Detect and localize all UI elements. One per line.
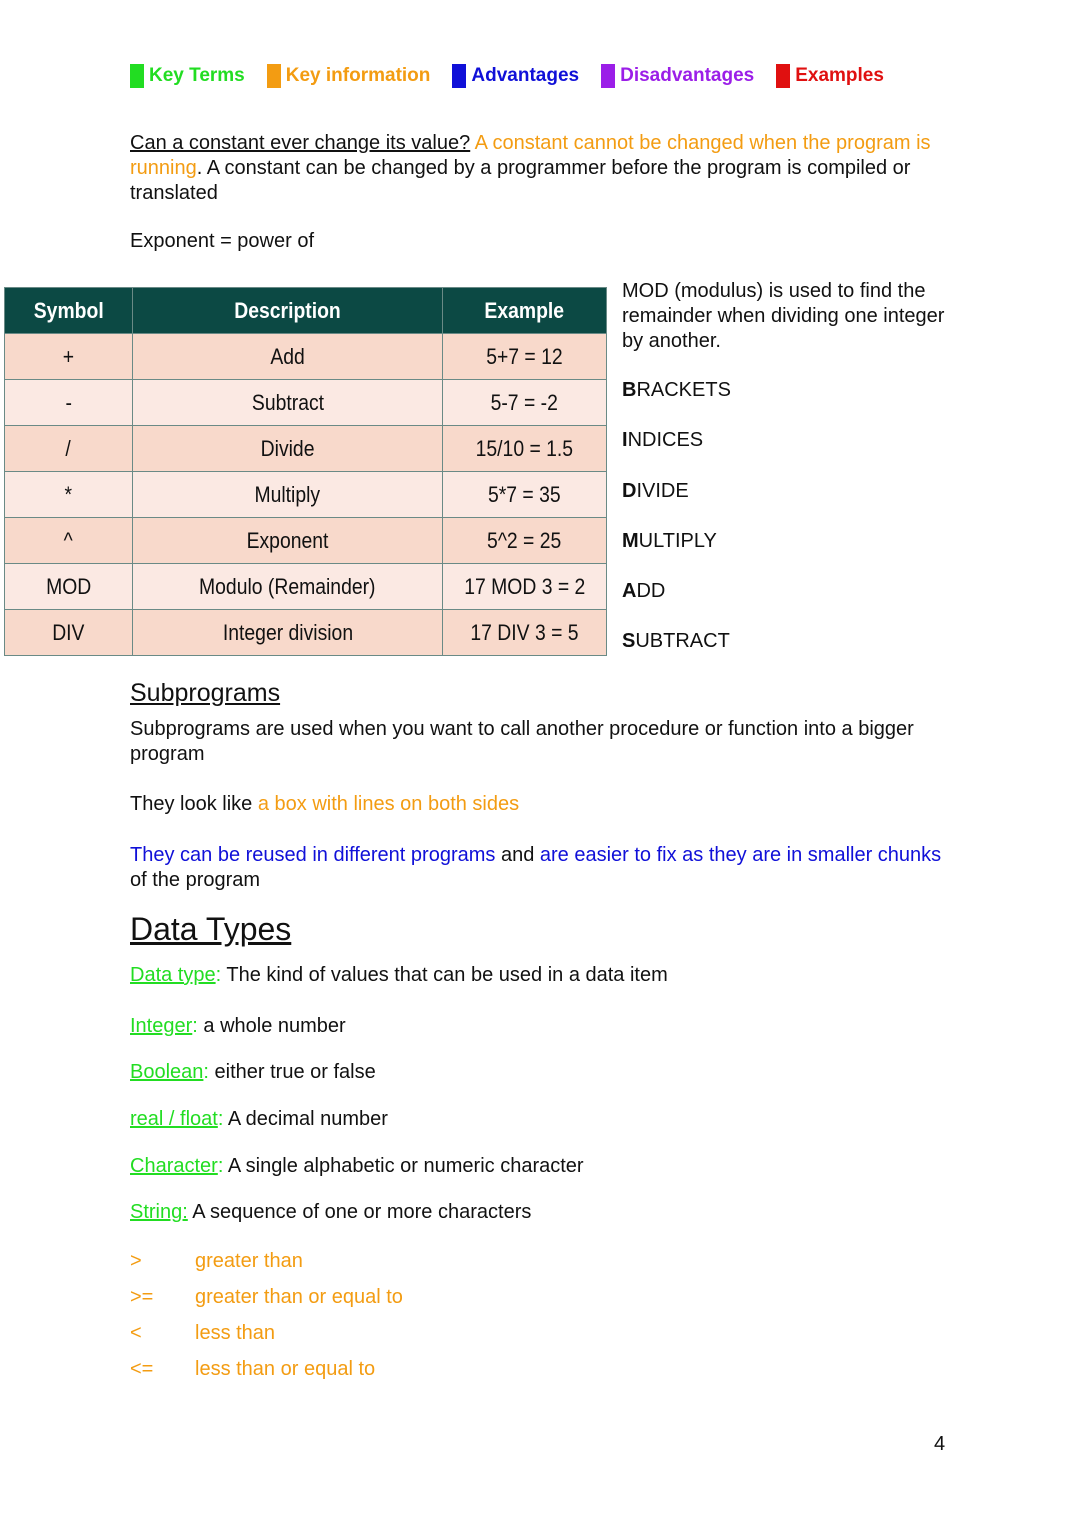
table-cell [5, 380, 133, 426]
data-type-item [130, 1200, 950, 1225]
table-cell [443, 380, 607, 426]
cell-text: Exponent [246, 527, 329, 553]
cell-text: Modulo (Remainder) [199, 573, 376, 599]
bidmas-rest: RACKETS [636, 379, 731, 401]
definition: A single alphabetic or numeric character [227, 1155, 584, 1177]
bidmas-list [622, 379, 731, 681]
header-description: Description [234, 297, 341, 323]
bidmas-letter: B [622, 379, 637, 401]
bidmas-item [622, 580, 731, 630]
advantage: They can be reused in different programs [130, 844, 496, 866]
operator-item [130, 1322, 403, 1358]
bidmas-item [622, 630, 731, 680]
text: and [495, 844, 540, 866]
data-type-item [130, 963, 950, 988]
legend-item [776, 64, 884, 88]
legend-label: Advantages [471, 65, 580, 86]
mod-note: MOD (modulus) is used to find the remainder when dividing one integer by another. [622, 280, 945, 352]
bidmas-letter: D [622, 479, 637, 502]
cell-text: 5^2 = 25 [487, 527, 562, 553]
bidmas-rest: ULTIPLY [638, 529, 717, 552]
bidmas-rest: IVIDE [636, 479, 689, 502]
operators-table [4, 287, 607, 656]
table-cell [5, 518, 133, 564]
bidmas-letter: A [622, 580, 637, 603]
cell-text: Integer division [222, 619, 353, 645]
definition: a whole number [203, 1015, 346, 1037]
legend-item [267, 64, 431, 88]
operator-symbol: < [130, 1322, 142, 1344]
operator-meaning: less than [195, 1322, 276, 1344]
term: Boolean [130, 1061, 204, 1083]
table-cell [443, 610, 607, 656]
table-cell [443, 426, 607, 472]
page-number: 4 [934, 1433, 946, 1455]
table-cell [133, 472, 443, 518]
cell-text: Subtract [251, 389, 324, 415]
term: Integer [130, 1015, 193, 1037]
subprograms-p2 [130, 792, 950, 817]
sep: : [217, 1155, 228, 1177]
data-type-item [130, 1154, 950, 1179]
table-row [5, 426, 607, 472]
cell-text: 15/10 = 1.5 [475, 435, 574, 461]
table-cell [443, 564, 607, 610]
heading-text: Subprograms [130, 679, 281, 707]
advantage: are easier to fix as they are in smaller chunks [539, 844, 942, 866]
colour-swatch-icon [776, 64, 790, 88]
data-types-heading [130, 911, 950, 947]
legend-label: Disadvantages [620, 65, 755, 86]
cell-text: 5+7 = 12 [486, 343, 563, 369]
bidmas-letter: I [622, 429, 628, 452]
cell-text: 17 MOD 3 = 2 [463, 573, 586, 599]
operator-item [130, 1286, 403, 1322]
bidmas-letter: S [622, 630, 636, 653]
table-cell [443, 334, 607, 380]
colour-swatch-icon [452, 64, 466, 88]
term: Character [130, 1155, 218, 1177]
bidmas-item [622, 480, 731, 530]
term: String: [130, 1201, 188, 1223]
cell-text: 17 DIV 3 = 5 [470, 619, 579, 645]
bidmas-rest: DD [636, 580, 666, 603]
table-cell [133, 610, 443, 656]
answer-text: . A constant can be changed by a programmer before the program is compiled or translated [130, 157, 911, 204]
table-cell [443, 472, 607, 518]
subprograms-heading [130, 681, 950, 706]
table-row [5, 472, 607, 518]
bidmas-rest: NDICES [627, 429, 704, 452]
table-cell [133, 426, 443, 472]
cell-text: ^ [63, 527, 74, 553]
header-symbol: Symbol [33, 297, 104, 323]
cell-text: Divide [260, 435, 315, 461]
term: real / float [130, 1108, 218, 1130]
key-info: A constant cannot be changed when the program is running [130, 132, 931, 179]
operator-meaning: greater than or equal to [195, 1286, 403, 1308]
constant-paragraph [130, 131, 950, 206]
table-row [5, 564, 607, 610]
sep: : [192, 1015, 204, 1037]
legend-label: Key Terms [149, 65, 245, 86]
question: Can a constant ever change its value? [130, 132, 471, 154]
cell-text: / [65, 435, 72, 461]
table-row [5, 610, 607, 656]
operator-item [130, 1358, 403, 1394]
sep: : [203, 1061, 215, 1083]
data-type-item [130, 1107, 950, 1132]
colour-key-legend [130, 64, 906, 88]
text: They look like [130, 793, 258, 815]
cell-text: Add [270, 343, 305, 369]
definition: A sequence of one or more characters [187, 1201, 532, 1223]
cell-text: - [65, 389, 72, 415]
definition: The kind of values that can be used in a data item [226, 964, 668, 986]
sep: : [217, 1108, 228, 1130]
cell-text: 5-7 = -2 [490, 389, 559, 415]
cell-text: MOD [45, 573, 92, 599]
text: of the program [130, 869, 261, 891]
subprograms-p3 [130, 843, 950, 893]
colour-swatch-icon [267, 64, 281, 88]
legend-label: Examples [795, 65, 884, 86]
table-cell [5, 334, 133, 380]
term: Data type [130, 964, 216, 986]
operator-symbol: <= [130, 1358, 154, 1380]
legend-item [452, 64, 579, 88]
operator-symbol: > [130, 1250, 142, 1272]
bidmas-rest: UBTRACT [635, 630, 730, 653]
table-cell [5, 610, 133, 656]
data-type-item [130, 1014, 950, 1039]
definition: A decimal number [227, 1108, 388, 1130]
key-info: a box with lines on both sides [257, 793, 520, 815]
colour-swatch-icon [130, 64, 144, 88]
table-cell [5, 472, 133, 518]
bidmas-item [622, 379, 731, 429]
exponent-note: Exponent = power of [130, 230, 315, 252]
colour-swatch-icon [601, 64, 615, 88]
cell-text: Multiply [254, 481, 321, 507]
cell-text: DIV [52, 619, 85, 645]
cell-text: 5*7 = 35 [488, 481, 561, 507]
table-cell [133, 380, 443, 426]
table-cell [133, 518, 443, 564]
header-example: Example [484, 297, 565, 323]
legend-item [130, 64, 245, 88]
table-cell [133, 564, 443, 610]
legend-label: Key information [285, 65, 431, 86]
data-type-item [130, 1060, 950, 1085]
operator-meaning: less than or equal to [195, 1358, 376, 1380]
cell-text: * [64, 481, 73, 507]
table-cell [133, 334, 443, 380]
cell-text: + [62, 343, 75, 369]
comparison-operators [130, 1250, 403, 1394]
bidmas-letter: M [622, 529, 639, 552]
operator-item [130, 1250, 403, 1286]
table-cell [5, 426, 133, 472]
table-row [5, 334, 607, 380]
subprograms-p1: Subprograms are used when you want to call another procedure or function into a bigger program [130, 718, 914, 765]
table-cell [5, 564, 133, 610]
table-row [5, 380, 607, 426]
operator-symbol: >= [130, 1286, 154, 1308]
definition: either true or false [214, 1061, 376, 1083]
sep: : [215, 964, 227, 986]
heading-text: Data Types [130, 911, 292, 947]
operator-meaning: greater than [195, 1250, 303, 1272]
table-cell [443, 518, 607, 564]
bidmas-item [622, 429, 731, 479]
table-row [5, 518, 607, 564]
bidmas-item [622, 530, 731, 580]
legend-item [601, 64, 754, 88]
